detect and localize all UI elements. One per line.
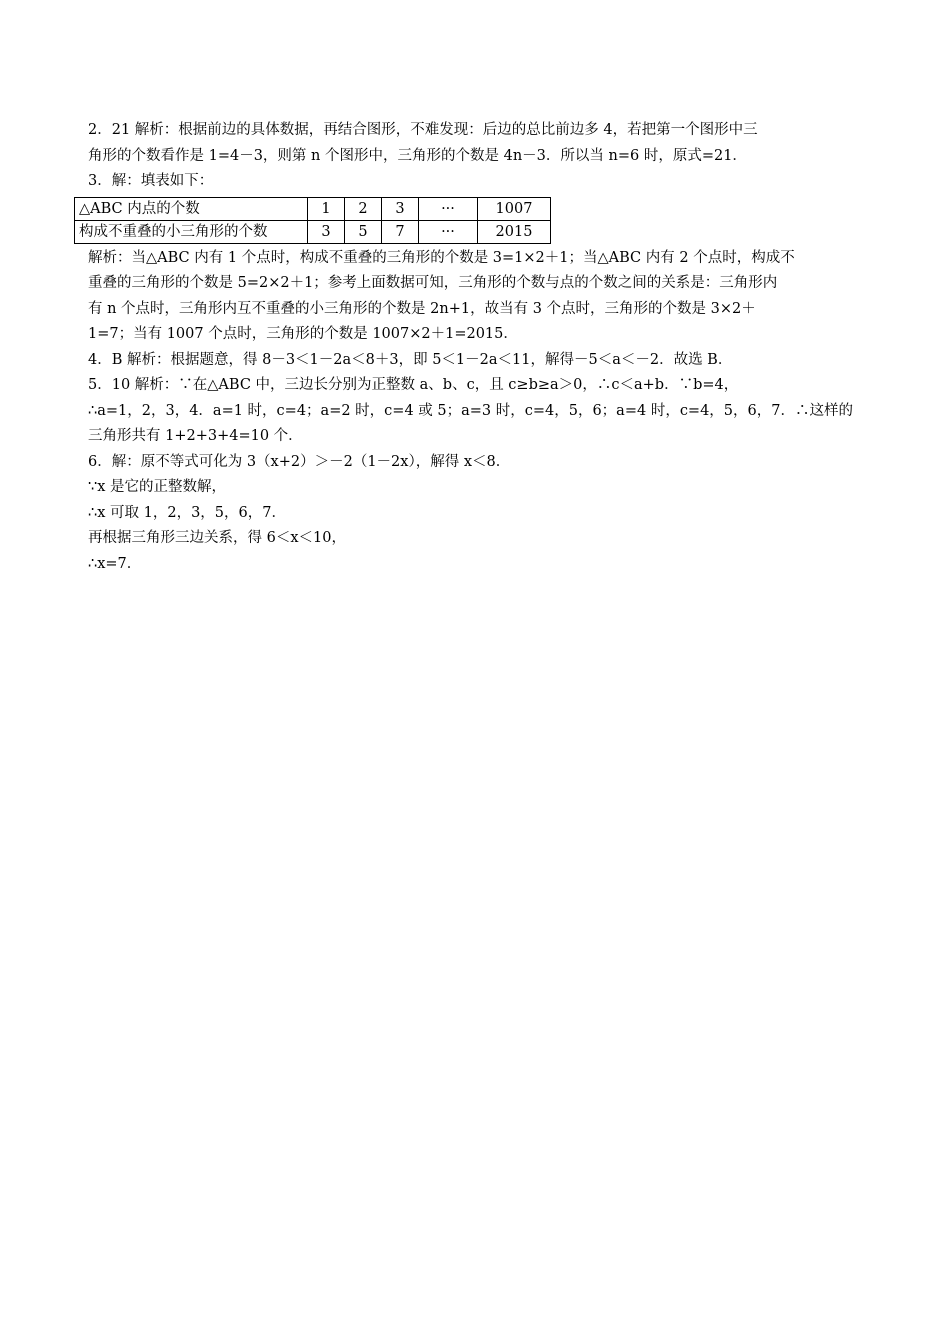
q3-heading: 3．解：填表如下： <box>88 173 214 189</box>
q6-line-4: 再根据三角形三边关系，得 6＜x＜10， <box>88 530 346 546</box>
fill-table <box>74 197 551 244</box>
table-cell: ··· <box>419 220 478 243</box>
q2-line-2: 角形的个数看作是 1=4－3，则第 n 个图形中，三角形的个数是 4n－3．所以当 n=6 时，原式=21． <box>88 147 747 164</box>
q6-line-2: ∵x 是它的正整数解， <box>88 479 227 495</box>
q5-line-1: 5．10 解析：∵在△ABC 中，三边长分别为正整数 a、b、c，且 c≥b≥a＞0，∴c＜a+b．∵b=4， <box>88 377 739 393</box>
q2-line-1: 2．21 解析：根据前边的具体数据，再结合图形，不难发现：后边的总比前边多 4，若把第一个图形中三 <box>88 122 758 138</box>
q5-line-3: 三角形共有 1+2+3+4=10 个． <box>88 428 303 444</box>
q3-line-3: 有 n 个点时，三角形内互不重叠的小三角形的个数是 2n+1，故当有 3 个点时，三角形的个数是 3×2＋ <box>88 300 756 317</box>
table-cell: △ABC 内点的个数 <box>75 197 308 220</box>
q3-line-1: 解析：当△ABC 内有 1 个点时，构成不重叠的三角形的个数是 3=1×2＋1；当△ABC 内有 2 个点时，构成不 <box>88 249 795 266</box>
table-cell: 构成不重叠的小三角形的个数 <box>75 220 308 243</box>
table-row <box>75 197 551 220</box>
table-cell: 7 <box>382 220 419 243</box>
q4-line-1: 4．B 解析：根据题意，得 8－3＜1－2a＜8＋3，即 5＜1－2a＜11，解得－5＜a＜－2．故选 B． <box>88 351 733 368</box>
table-cell: 1007 <box>478 197 551 220</box>
table-cell: 2015 <box>478 220 551 243</box>
table-cell: 2 <box>345 197 382 220</box>
table-cell: 3 <box>308 220 345 243</box>
table-cell: 3 <box>382 197 419 220</box>
q5-line-2: ∴a=1，2，3，4．a=1 时，c=4；a=2 时，c=4 或 5；a=3 时，c=4，5，6；a=4 时，c=4，5，6，7．∴这样的 <box>88 402 853 419</box>
table-row <box>75 220 551 243</box>
q3-line-4: 1=7；当有 1007 个点时，三角形的个数是 1007×2＋1=2015． <box>88 326 518 342</box>
q6-line-1: 6．解：原不等式可化为 3（x+2）＞－2（1－2x），解得 x＜8． <box>88 453 511 470</box>
table-cell: 1 <box>308 197 345 220</box>
q6-line-3: ∴x 可取 1，2，3，5，6，7． <box>88 504 286 521</box>
answer-page <box>79 118 868 577</box>
q6-line-5: ∴x=7． <box>88 555 142 572</box>
table-cell: ··· <box>419 197 478 220</box>
table-cell: 5 <box>345 220 382 243</box>
q3-line-2: 重叠的三角形的个数是 5=2×2＋1；参考上面数据可知，三角形的个数与点的个数之间的关系是：三角形内 <box>88 275 778 291</box>
